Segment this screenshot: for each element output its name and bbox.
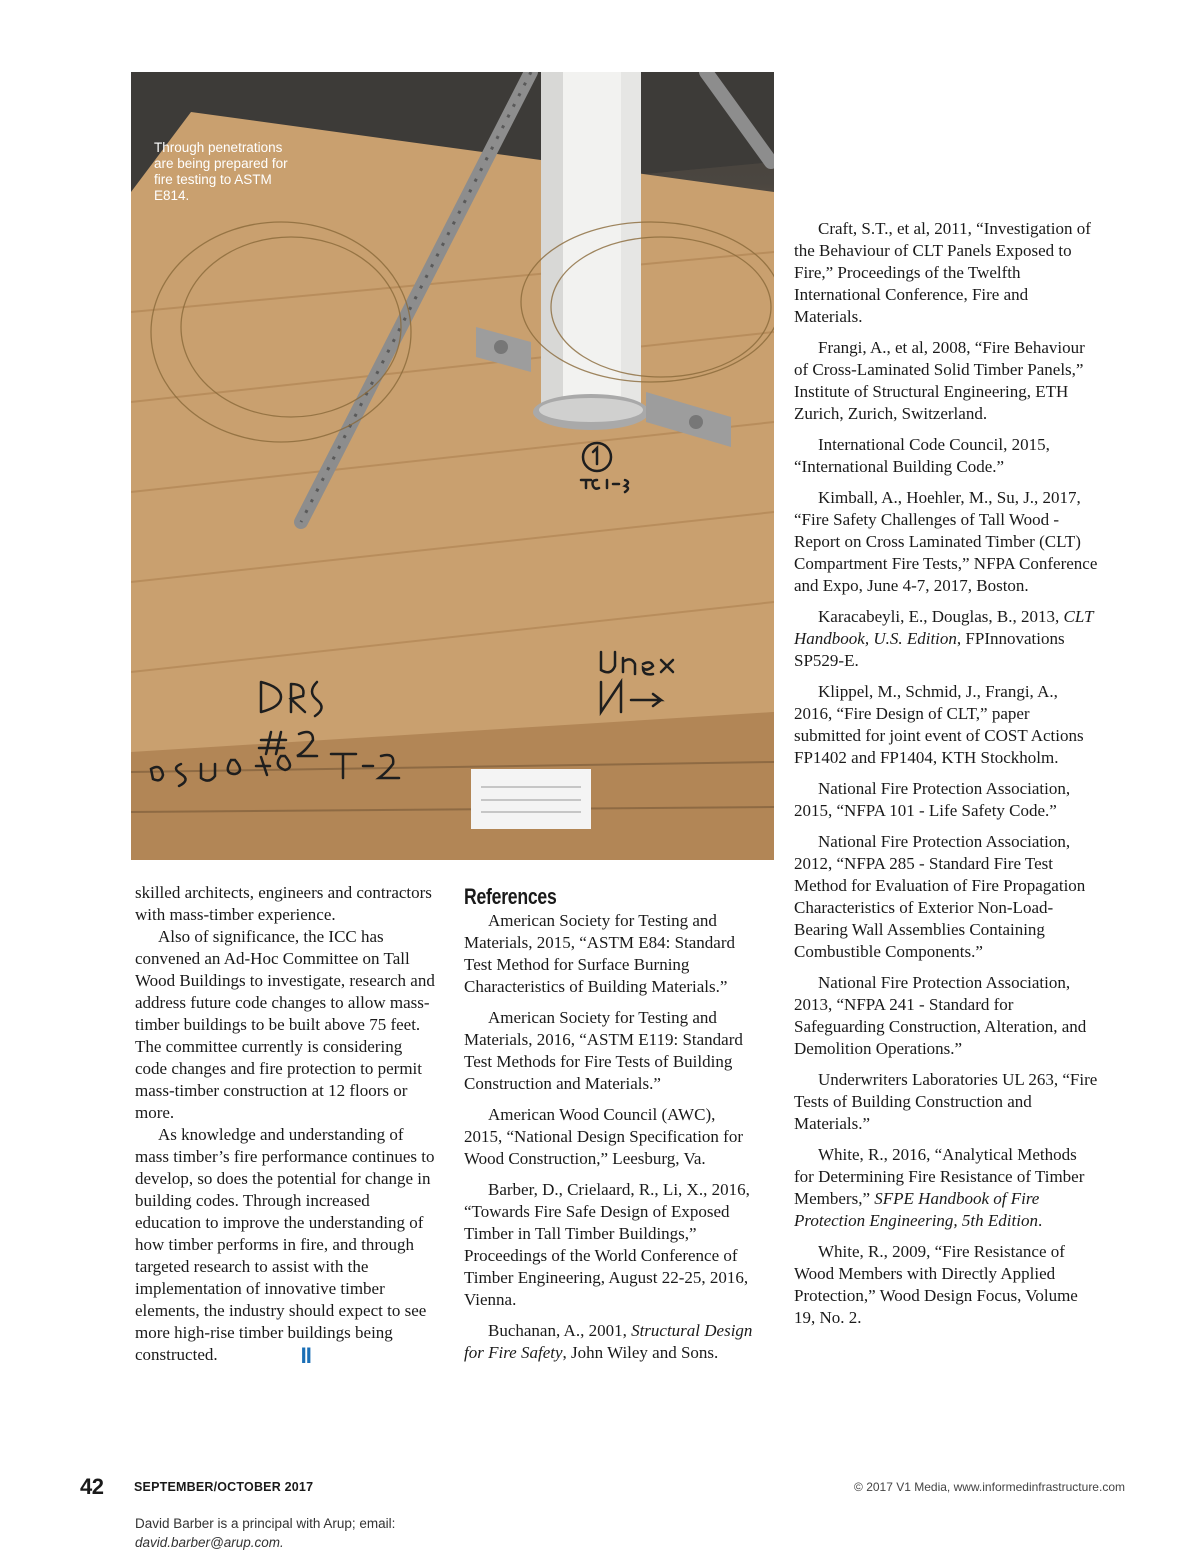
reference-text: . — [1037, 1211, 1043, 1230]
reference-item: Frangi, A., et al, 2008, “Fire Behaviour of Cross-Laminated Solid Timber Panels,” Institute of Structural Engineering, ETH Zurich, Zurich, Switzerland. — [794, 338, 1085, 423]
reference-text: Karacabeyli, E., Douglas, B., 2013, — [818, 607, 1064, 626]
reference-item: Craft, S.T., et al, 2011, “Investigation of the Behaviour of CLT Panels Exposed to Fire,” Proceedings of the Twelfth International Conference, Fire and Materials. — [794, 219, 1091, 326]
article-photo — [131, 72, 774, 860]
reference-item: American Wood Council (AWC), 2015, “National Design Specification for Wood Construction,” Leesburg, Va. — [464, 1105, 744, 1168]
reference-title-italic: CLT Handbook, U.S. Edition — [794, 607, 1094, 648]
author-email-link[interactable]: david.barber@arup.com. — [135, 1535, 284, 1550]
reference-item: Klippel, M., Schmid, J., Frangi, A., 2016, “Fire Design of CLT,” paper submitted for joint event of COST Actions FP1402 and FP1404, KTH Stockholm. — [794, 682, 1084, 767]
bio-text: David Barber is a principal with Arup; email: — [135, 1516, 396, 1531]
reference-item: White, R., 2009, “Fire Resistance of Wood Members with Directly Applied Protection,” Wood Design Focus, Volume 19, No. 2. — [794, 1242, 1078, 1327]
reference-item — [464, 1320, 754, 1364]
body-paragraph: skilled architects, engineers and contractors with mass-timber experience. — [135, 883, 432, 924]
reference-item: Barber, D., Crielaard, R., Li, X., 2016, “Towards Fire Safe Design of Exposed Timber in Tall Timber Buildings,” Proceedings of the World Conference of Timber Engineering, August 22-25, 2016, Vienna. — [464, 1180, 750, 1309]
reference-item: American Society for Testing and Materials, 2015, “ASTM E84: Standard Test Method for Surface Burning Characteristics of Building Materials.” — [464, 911, 736, 996]
page-number: 42 — [80, 1474, 104, 1499]
reference-text: Buchanan, A., 2001, — [488, 1321, 632, 1340]
reference-item: Kimball, A., Hoehler, M., Su, J., 2017, “Fire Safety Challenges of Tall Wood - Report on Cross Laminated Timber (CLT) Compartment Fire Tests,” NFPA Conference and Expo, June 4-7, 2017, Boston. — [794, 488, 1098, 595]
reference-item: National Fire Protection Association, 2015, “NFPA 101 - Life Safety Code.” — [794, 779, 1071, 820]
photo-caption: Through penetrations are being prepared for fire testing to ASTM E814. — [154, 140, 288, 203]
body-paragraph: Also of significance, the ICC has convened an Ad-Hoc Committee on Tall Wood Buildings to investigate, research and address future code changes to allow mass-timber buildings to be built above 75 feet. The committee currently is considering code changes and fire protection to permit mass-timber construction at 12 floors or more. — [135, 927, 435, 1122]
copyright-notice: © 2017 V1 Media, www.informedinfrastructure.com — [854, 1480, 1125, 1494]
reference-item: National Fire Protection Association, 2012, “NFPA 285 - Standard Fire Test Method for Evaluation of Fire Propagation Characteristics of Exterior Non-Load-Bearing Wall Assemblies Containing Combustible Components.” — [794, 832, 1086, 961]
author-bio — [135, 1514, 435, 1552]
end-of-article-mark: II — [300, 1343, 311, 1368]
reference-item: National Fire Protection Association, 2013, “NFPA 241 - Standard for Safeguarding Construction, Alteration, and Demolition Operations.” — [794, 973, 1087, 1058]
references-heading: References — [464, 884, 557, 909]
reference-text: White, R., 2016, “Analytical Methods for Determining Fire Resistance of Timber Members,” — [794, 1145, 1085, 1208]
body-paragraph-text: As knowledge and understanding of mass timber’s fire performance continues to develop, so does the potential for change in building codes. Through increased education to improve the understanding of how timber performs in fire, and through targeted research to assist with the implementation of innovative timber elements, the industry should expect to see more high-rise timber buildings being constructed. — [135, 1125, 435, 1364]
reference-item — [794, 606, 1099, 672]
reference-item — [794, 1144, 1099, 1232]
article-body-column — [135, 882, 435, 1366]
reference-text: , John Wiley and Sons. — [562, 1343, 719, 1362]
references-column-continued — [794, 218, 1099, 1338]
reference-title-italic: Structural Design for Fire Safety — [464, 1321, 753, 1362]
issue-date: SEPTEMBER/OCTOBER 2017 — [134, 1480, 314, 1494]
reference-text: , FPInnovations SP529-E. — [794, 629, 1065, 670]
reference-item: International Code Council, 2015, “International Building Code.” — [794, 435, 1050, 476]
reference-item: Underwriters Laboratories UL 263, “Fire Tests of Building Construction and Materials.” — [794, 1070, 1098, 1133]
reference-title-italic: SFPE Handbook of Fire Protection Engineering, 5th Edition — [794, 1189, 1040, 1230]
body-paragraph — [135, 1124, 435, 1366]
reference-item: American Society for Testing and Materials, 2016, “ASTM E119: Standard Test Methods for Fire Tests of Building Construction and Materials.” — [464, 1008, 743, 1093]
references-column — [464, 884, 754, 1373]
